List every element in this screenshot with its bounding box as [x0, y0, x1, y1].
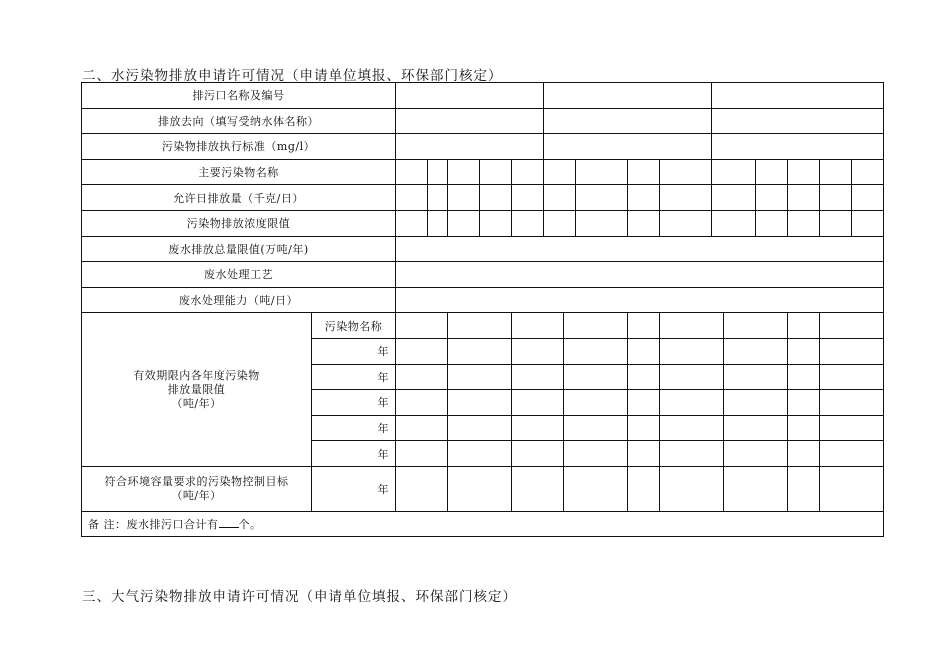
input-cell[interactable]	[396, 441, 448, 467]
input-cell[interactable]	[660, 210, 712, 236]
input-cell[interactable]	[564, 364, 628, 390]
input-cell[interactable]	[564, 466, 628, 511]
input-cell[interactable]	[820, 466, 884, 511]
input-cell[interactable]	[396, 210, 428, 236]
input-cell[interactable]	[788, 415, 820, 441]
input-cell[interactable]	[628, 185, 660, 211]
row-label-standard: 污染物排放执行标准（mg/l）	[82, 134, 396, 160]
input-cell[interactable]	[660, 185, 712, 211]
input-cell[interactable]	[852, 210, 884, 236]
input-cell[interactable]	[396, 185, 428, 211]
table-row	[82, 134, 884, 160]
input-cell[interactable]	[448, 159, 480, 185]
input-cell[interactable]	[788, 390, 820, 416]
input-cell[interactable]	[576, 159, 628, 185]
input-cell[interactable]	[628, 466, 660, 511]
table-row	[82, 185, 884, 211]
input-cell[interactable]	[628, 415, 660, 441]
row-label-total: 废水排放总量限值(万吨/年)	[82, 236, 396, 262]
input-cell[interactable]	[448, 415, 512, 441]
input-cell[interactable]	[544, 159, 576, 185]
input-cell[interactable]	[712, 159, 756, 185]
input-cell[interactable]	[480, 159, 512, 185]
input-cell[interactable]	[712, 185, 756, 211]
water-pollutant-permit-table	[81, 82, 884, 537]
input-cell[interactable]	[724, 466, 788, 511]
input-cell[interactable]	[576, 185, 628, 211]
row-label-destination: 排放去向（填写受纳水体名称）	[82, 108, 396, 134]
input-cell[interactable]	[544, 83, 712, 109]
table-row	[82, 83, 884, 109]
control-target-label: 符合环境容量要求的污染物控制目标 （吨/年）	[82, 466, 312, 511]
input-cell[interactable]	[396, 415, 448, 441]
input-cell[interactable]	[396, 236, 884, 262]
input-cell[interactable]	[564, 313, 628, 339]
input-cell[interactable]	[448, 466, 512, 511]
row-label-daily: 允许日排放量（千克/日）	[82, 185, 396, 211]
input-cell[interactable]	[448, 364, 512, 390]
row-label-capacity: 废水处理能力（吨/日）	[82, 287, 396, 313]
table-row	[82, 466, 884, 511]
table-row	[82, 210, 884, 236]
input-cell[interactable]	[756, 159, 788, 185]
input-cell[interactable]	[396, 364, 448, 390]
input-cell[interactable]	[852, 159, 884, 185]
outlet-count-blank[interactable]	[219, 517, 239, 528]
input-cell[interactable]	[564, 338, 628, 364]
input-cell[interactable]	[788, 185, 820, 211]
year-label: 年	[312, 466, 396, 511]
input-cell[interactable]	[428, 159, 448, 185]
input-cell[interactable]	[428, 210, 448, 236]
input-cell[interactable]	[820, 210, 852, 236]
section-2-title: 二、水污染物排放申请许可情况（申请单位填报、环保部门核定）	[82, 68, 503, 84]
input-cell[interactable]	[396, 108, 544, 134]
input-cell[interactable]	[512, 415, 564, 441]
year-label: 年	[312, 364, 396, 390]
input-cell[interactable]	[660, 390, 724, 416]
input-cell[interactable]	[820, 159, 852, 185]
input-cell[interactable]	[852, 185, 884, 211]
input-cell[interactable]	[788, 466, 820, 511]
input-cell[interactable]	[788, 313, 820, 339]
remarks-cell	[82, 511, 884, 536]
input-cell[interactable]	[576, 210, 628, 236]
input-cell[interactable]	[712, 108, 884, 134]
input-cell[interactable]	[724, 313, 788, 339]
input-cell[interactable]	[512, 210, 544, 236]
table-row	[82, 511, 884, 536]
input-cell[interactable]	[660, 364, 724, 390]
row-label-pollutants: 主要污染物名称	[82, 159, 396, 185]
input-cell[interactable]	[788, 159, 820, 185]
input-cell[interactable]	[660, 338, 724, 364]
year-label: 年	[312, 390, 396, 416]
input-cell[interactable]	[628, 313, 660, 339]
pollutant-name-header: 污染物名称	[312, 313, 396, 339]
table-row	[82, 262, 884, 288]
input-cell[interactable]	[788, 441, 820, 467]
year-label: 年	[312, 415, 396, 441]
input-cell[interactable]	[712, 83, 884, 109]
input-cell[interactable]	[512, 185, 544, 211]
input-cell[interactable]	[512, 466, 564, 511]
input-cell[interactable]	[512, 338, 564, 364]
input-cell[interactable]	[628, 364, 660, 390]
table-row	[82, 159, 884, 185]
row-label-concentration: 污染物排放浓度限值	[82, 210, 396, 236]
input-cell[interactable]	[396, 390, 448, 416]
input-cell[interactable]	[820, 185, 852, 211]
table-row	[82, 236, 884, 262]
input-cell[interactable]	[724, 415, 788, 441]
input-cell[interactable]	[660, 466, 724, 511]
input-cell[interactable]	[820, 390, 884, 416]
input-cell[interactable]	[820, 441, 884, 467]
input-cell[interactable]	[448, 185, 480, 211]
input-cell[interactable]	[724, 338, 788, 364]
input-cell[interactable]	[756, 185, 788, 211]
row-label-outlet: 排污口名称及编号	[82, 83, 396, 109]
input-cell[interactable]	[788, 338, 820, 364]
input-cell[interactable]	[756, 210, 788, 236]
input-cell[interactable]	[564, 441, 628, 467]
input-cell[interactable]	[724, 441, 788, 467]
input-cell[interactable]	[512, 364, 564, 390]
input-cell[interactable]	[660, 159, 712, 185]
input-cell[interactable]	[396, 159, 428, 185]
year-label: 年	[312, 441, 396, 467]
remarks-prefix: 备 注：废水排污口合计有	[88, 517, 219, 531]
input-cell[interactable]	[396, 134, 544, 160]
input-cell[interactable]	[628, 159, 660, 185]
input-cell[interactable]	[628, 441, 660, 467]
input-cell[interactable]	[660, 415, 724, 441]
input-cell[interactable]	[628, 210, 660, 236]
input-cell[interactable]	[544, 134, 712, 160]
table-row	[82, 287, 884, 313]
input-cell[interactable]	[724, 390, 788, 416]
input-cell[interactable]	[396, 262, 884, 288]
input-cell[interactable]	[820, 313, 884, 339]
input-cell[interactable]	[788, 210, 820, 236]
annual-limit-label: 有效期限内各年度污染物 排放量限值 （吨/年）	[82, 313, 312, 467]
input-cell[interactable]	[820, 415, 884, 441]
input-cell[interactable]	[820, 338, 884, 364]
input-cell[interactable]	[712, 210, 756, 236]
section-3-title: 三、大气污染物排放申请许可情况（申请单位填报、环保部门核定）	[82, 589, 517, 605]
input-cell[interactable]	[660, 441, 724, 467]
input-cell[interactable]	[512, 390, 564, 416]
input-cell[interactable]	[448, 210, 480, 236]
input-cell[interactable]	[512, 441, 564, 467]
remarks-suffix: 个。	[238, 517, 262, 531]
input-cell[interactable]	[788, 364, 820, 390]
input-cell[interactable]	[512, 313, 564, 339]
input-cell[interactable]	[480, 210, 512, 236]
input-cell[interactable]	[396, 287, 884, 313]
input-cell[interactable]	[660, 313, 724, 339]
table-row	[82, 108, 884, 134]
input-cell[interactable]	[448, 390, 512, 416]
input-cell[interactable]	[544, 108, 712, 134]
table-row	[82, 313, 884, 339]
input-cell[interactable]	[396, 466, 448, 511]
input-cell[interactable]	[820, 364, 884, 390]
input-cell[interactable]	[628, 390, 660, 416]
input-cell[interactable]	[712, 134, 884, 160]
input-cell[interactable]	[564, 390, 628, 416]
input-cell[interactable]	[448, 338, 512, 364]
input-cell[interactable]	[396, 83, 544, 109]
input-cell[interactable]	[448, 441, 512, 467]
row-label-process: 废水处理工艺	[82, 262, 396, 288]
input-cell[interactable]	[396, 313, 448, 339]
input-cell[interactable]	[724, 364, 788, 390]
input-cell[interactable]	[544, 185, 576, 211]
year-label: 年	[312, 338, 396, 364]
input-cell[interactable]	[428, 185, 448, 211]
input-cell[interactable]	[480, 185, 512, 211]
input-cell[interactable]	[564, 415, 628, 441]
input-cell[interactable]	[628, 338, 660, 364]
input-cell[interactable]	[544, 210, 576, 236]
input-cell[interactable]	[512, 159, 544, 185]
input-cell[interactable]	[396, 338, 448, 364]
input-cell[interactable]	[448, 313, 512, 339]
